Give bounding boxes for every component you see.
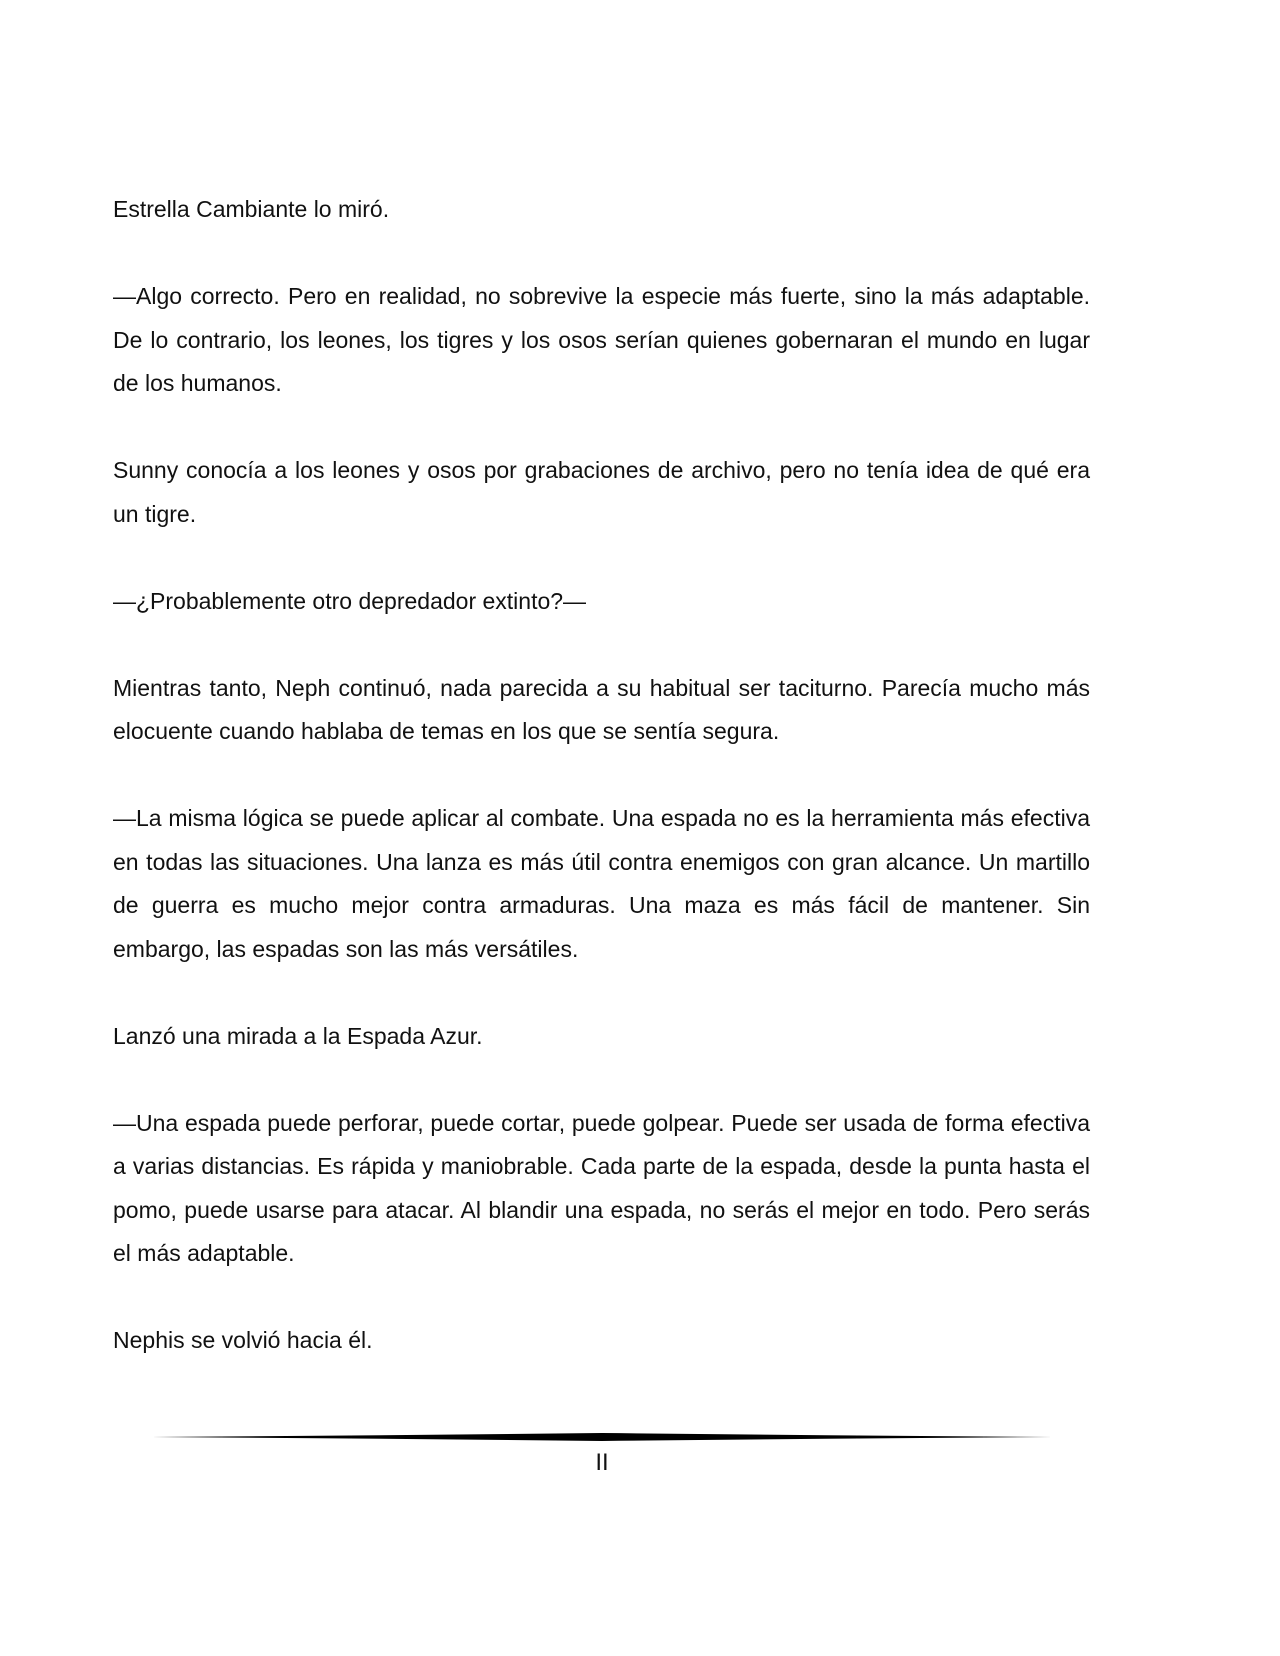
paragraph-4: —¿Probablemente otro depredador extinto?— (113, 587, 587, 614)
paragraph-7: Lanzó una mirada a la Espada Azur. (113, 1022, 483, 1049)
page-number: II (595, 1449, 609, 1476)
paragraph-5: Mientras tanto, Neph continuó, nada parecida a su habitual ser taciturno. Parecía mucho más elocuente cuando hablaba de temas en los que se sentía segura. (113, 674, 1090, 744)
body-text (113, 188, 1090, 1406)
paragraph-3: Sunny conocía a los leones y osos por grabaciones de archivo, pero no tenía idea de qué era un tigre. (113, 457, 1090, 527)
paragraph-8: —Una espada puede perforar, puede cortar, puede golpear. Puede ser usada de forma efectiva a varias distancias. Es rápida y maniobrable. Cada parte de la espada, desde la punta hasta el pomo, puede usarse para atacar. Al blandir una espada, no serás el mejor en todo. Pero serás el más adaptable. (113, 1109, 1090, 1266)
paragraph-2: —Algo correcto. Pero en realidad, no sobrevive la especie más fuerte, sino la más adaptable. De lo contrario, los leones, los tigres y los osos serían quienes gobernaran el mundo en lugar de los humanos. (113, 283, 1090, 396)
paragraph-9: Nephis se volvió hacia él. (113, 1327, 373, 1353)
paragraph-6: —La misma lógica se puede aplicar al combate. Una espada no es la herramienta más efectiva en todas las situaciones. Una lanza es más útil contra enemigos con gran alcance. Un martillo de guerra es mucho mejor contra armaduras. Una maza es más fácil de mantener. Sin embargo, las espadas son las más versátiles. (113, 805, 1090, 962)
paragraph-1: Estrella Cambiante lo miró. (113, 196, 390, 222)
footer-divider (152, 1430, 1052, 1444)
